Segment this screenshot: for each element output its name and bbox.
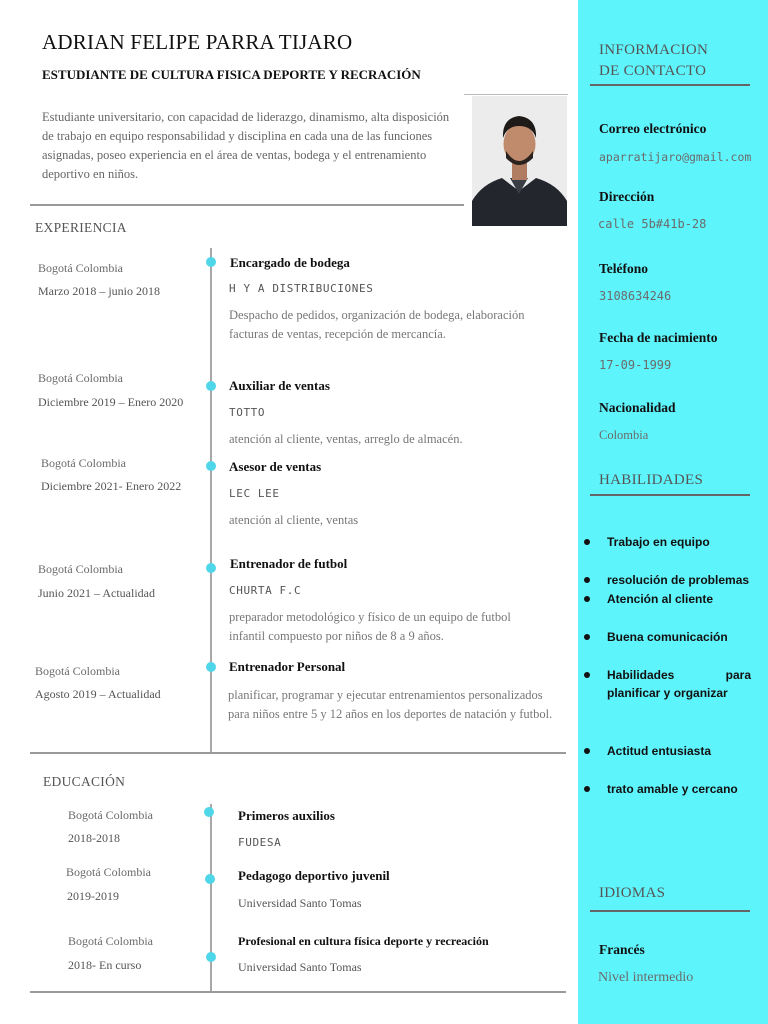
- education-location: Bogotá Colombia: [68, 808, 153, 822]
- experience-date: Marzo 2018 – junio 2018: [38, 284, 160, 298]
- resume-subtitle: ESTUDIANTE DE CULTURA FISICA DEPORTE Y RECRACIÓN: [42, 67, 421, 82]
- contact-value-email[interactable]: aparratijaro@gmail.com: [599, 150, 752, 164]
- contact-value-phone: 3108634246: [599, 289, 672, 303]
- person-photo-icon: [472, 96, 567, 226]
- skill-item: Atención al cliente: [607, 592, 714, 606]
- education-degree: Primeros auxilios: [238, 808, 335, 823]
- education-title: EDUCACIÓN: [43, 774, 126, 789]
- timeline-dot: [206, 461, 216, 471]
- experience-company: CHURTA F.C: [229, 584, 302, 597]
- education-degree: Pedagogo deportivo juvenil: [238, 868, 390, 883]
- experience-role: Entrenador de futbol: [230, 556, 348, 571]
- experience-role: Auxiliar de ventas: [229, 378, 330, 393]
- experience-location: Bogotá Colombia: [38, 261, 123, 275]
- experience-company: H Y A DISTRIBUCIONES: [229, 282, 374, 295]
- education-degree: Profesional en cultura física deporte y recreación: [238, 934, 489, 948]
- contact-label-phone: Teléfono: [599, 261, 649, 276]
- timeline-dot: [205, 874, 215, 884]
- experience-date: Diciembre 2019 – Enero 2020: [38, 395, 184, 409]
- education-location: Bogotá Colombia: [66, 865, 151, 879]
- contact-label-nationality: Nacionalidad: [599, 400, 676, 415]
- contact-divider: [590, 84, 750, 86]
- bullet-icon: [584, 596, 590, 602]
- skills-divider: [590, 494, 750, 496]
- education-institution: Universidad Santo Tomas: [238, 960, 362, 974]
- contact-value-nationality: Colombia: [599, 428, 649, 442]
- experience-location: Bogotá Colombia: [38, 562, 123, 576]
- skill-item: Trabajo en equipo: [607, 535, 710, 549]
- experience-divider: [30, 752, 566, 754]
- education-date: 2019-2019: [67, 889, 119, 903]
- contact-title-line1: INFORMACION: [599, 42, 709, 58]
- language-level: Nivel intermedio: [598, 970, 694, 985]
- experience-timeline: [210, 248, 212, 752]
- bullet-icon: [584, 539, 590, 545]
- experience-role: Encargado de bodega: [230, 255, 350, 270]
- experience-role: Entrenador Personal: [229, 659, 346, 674]
- timeline-dot: [206, 662, 216, 672]
- timeline-dot: [204, 807, 214, 817]
- contact-label-email: Correo electrónico: [599, 121, 707, 136]
- profile-photo: [472, 96, 567, 226]
- experience-description: atención al cliente, ventas, arreglo de almacén.: [229, 432, 463, 446]
- skill-item: Habilidades para planificar y organizar: [607, 668, 751, 700]
- contact-label-address: Dirección: [599, 189, 655, 204]
- contact-title: [599, 40, 708, 82]
- bullet-icon: [584, 577, 590, 583]
- education-date: 2018-2018: [68, 831, 120, 845]
- contact-value-birthdate: 17-09-1999: [599, 358, 672, 372]
- skill-item: resolución de problemas: [607, 573, 750, 587]
- education-institution: Universidad Santo Tomas: [238, 896, 362, 910]
- contact-label-birthdate: Fecha de nacimiento: [599, 330, 718, 345]
- experience-description: planificar, programar y ejecutar entrenamientos personalizados para niños entre 5 y 12 años en los deportes de natación y futbol.: [228, 688, 553, 721]
- timeline-dot: [206, 563, 216, 573]
- bullet-icon: [584, 634, 590, 640]
- skills-title: HABILIDADES: [599, 472, 704, 488]
- contact-value-address: calle 5b#41b-28: [598, 217, 707, 231]
- photo-top-line: [464, 94, 568, 95]
- header-divider: [30, 204, 464, 206]
- experience-location: Bogotá Colombia: [41, 456, 126, 470]
- experience-location: Bogotá Colombia: [35, 664, 120, 678]
- experience-company: TOTTO: [229, 406, 266, 419]
- languages-title: IDIOMAS: [599, 885, 666, 901]
- resume-name: ADRIAN FELIPE PARRA TIJARO: [42, 30, 353, 54]
- experience-description: preparador metodológico y físico de un equipo de futbol infantil compuesto por niños de 8 a 9 años.: [229, 610, 511, 643]
- timeline-dot: [206, 257, 216, 267]
- experience-date: Diciembre 2021- Enero 2022: [41, 479, 182, 493]
- education-date: 2018- En curso: [68, 958, 142, 972]
- education-institution: FUDESA: [238, 836, 282, 849]
- experience-description: atención al cliente, ventas: [229, 513, 359, 527]
- education-timeline: [210, 804, 212, 992]
- experience-date: Agosto 2019 – Actualidad: [35, 687, 161, 701]
- timeline-dot: [206, 952, 216, 962]
- experience-role: Asesor de ventas: [229, 459, 322, 474]
- timeline-dot: [206, 381, 216, 391]
- contact-title-line2: DE CONTACTO: [599, 63, 707, 79]
- education-divider: [30, 991, 566, 993]
- experience-date: Junio 2021 – Actualidad: [38, 586, 155, 600]
- experience-location: Bogotá Colombia: [38, 371, 123, 385]
- experience-description: Despacho de pedidos, organización de bodega, elaboración facturas de ventas, recepción de mercancía.: [229, 308, 525, 341]
- language-name: Francés: [599, 942, 645, 957]
- bullet-icon: [584, 672, 590, 678]
- languages-divider: [590, 910, 750, 912]
- bullet-icon: [584, 748, 590, 754]
- skill-item: Buena comunicación: [607, 630, 728, 644]
- skill-item: trato amable y cercano: [607, 782, 738, 796]
- experience-company: LEC LEE: [229, 487, 280, 500]
- education-location: Bogotá Colombia: [68, 934, 153, 948]
- skill-item: Actitud entusiasta: [607, 744, 712, 758]
- profile-summary: Estudiante universitario, con capacidad de liderazgo, dinamismo, alta disposición de trabajo en equipo responsabilidad y disciplina en cada una de las funciones asignadas, poseo experiencia en el área de ventas, bodega y el entrenamiento deportivo en niños.: [42, 110, 450, 181]
- experience-title: EXPERIENCIA: [35, 220, 127, 235]
- bullet-icon: [584, 786, 590, 792]
